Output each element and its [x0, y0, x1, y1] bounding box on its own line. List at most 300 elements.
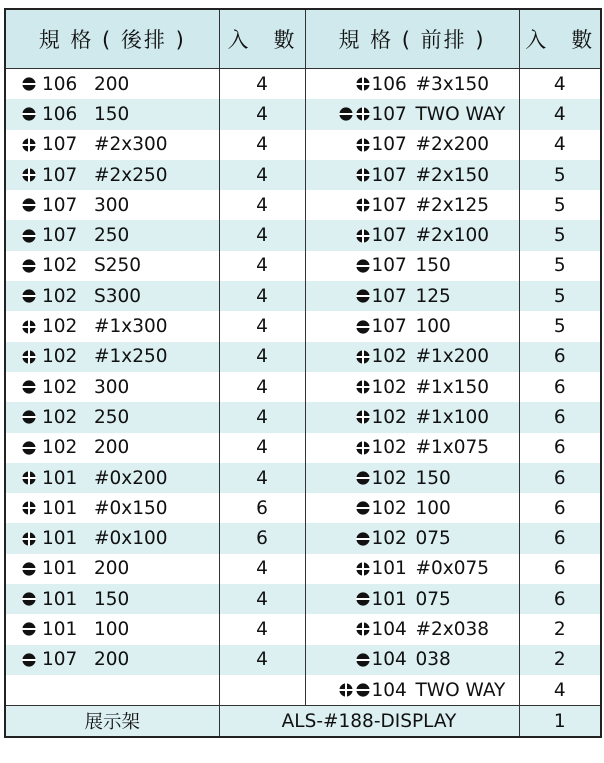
spec-content [6, 130, 219, 160]
tip-size: #1x150 [415, 376, 490, 398]
rear-qty-cell: 4 [219, 311, 305, 341]
front-spec-cell [305, 160, 519, 190]
phillips-head-icon [356, 562, 370, 576]
table-row [5, 99, 601, 129]
slotted-head-icon [22, 198, 36, 212]
model-code: 102 [371, 376, 407, 398]
front-spec-cell [305, 342, 519, 372]
phillips-head-icon [22, 350, 36, 364]
tip-size: 250 [94, 406, 130, 428]
model-code: 107 [371, 255, 407, 277]
tip-size: 150 [94, 588, 130, 610]
model-code: 102 [42, 346, 78, 368]
front-qty-cell: 6 [519, 433, 601, 463]
head-type-icons [310, 138, 370, 152]
tip-size: #2x200 [415, 134, 490, 156]
rear-spec-cell [5, 433, 219, 463]
model-code: 104 [371, 649, 407, 671]
model-code: 102 [371, 406, 407, 428]
tip-size: #2x250 [94, 164, 168, 186]
head-type-icons [10, 168, 36, 182]
front-spec-cell [305, 675, 519, 706]
spec-content [6, 402, 219, 432]
rear-spec-cell [5, 523, 219, 553]
model-code: 102 [42, 437, 78, 459]
rear-spec-cell [5, 463, 219, 493]
table-row [5, 311, 601, 341]
rear-qty-cell: 4 [219, 99, 305, 129]
tip-size: S250 [94, 255, 142, 277]
head-type-icons [10, 562, 36, 576]
header-front-qty: 入 數 [519, 9, 601, 69]
front-spec-cell [305, 554, 519, 584]
spec-content [306, 221, 519, 251]
tip-size: 075 [415, 528, 451, 550]
spec-content [6, 99, 219, 129]
slotted-head-icon [22, 289, 36, 303]
front-spec-cell [305, 372, 519, 402]
tip-size: #1x300 [94, 316, 168, 338]
table-row [5, 584, 601, 614]
spec-content [6, 221, 219, 251]
phillips-head-icon [22, 168, 36, 182]
spec-content [306, 463, 519, 493]
rear-qty-cell: 4 [219, 190, 305, 220]
slotted-head-icon [356, 592, 370, 606]
slotted-head-icon [356, 259, 370, 273]
spec-content [306, 281, 519, 311]
rear-qty-cell: 4 [219, 251, 305, 281]
rear-spec-cell [5, 675, 219, 706]
slotted-head-icon [356, 501, 370, 515]
rear-spec-cell [5, 220, 219, 250]
model-code: 107 [371, 134, 407, 156]
head-type-icons [10, 653, 36, 667]
tip-size: 100 [94, 618, 130, 640]
model-code: 101 [42, 497, 78, 519]
footer-row [5, 706, 601, 738]
rear-qty-cell: 4 [219, 281, 305, 311]
rear-qty-cell: 4 [219, 554, 305, 584]
tip-size: 300 [94, 376, 130, 398]
rear-spec-cell [5, 493, 219, 523]
slotted-head-icon [356, 532, 370, 546]
head-type-icons [310, 622, 370, 636]
spec-content [306, 342, 519, 372]
rear-qty-cell: 4 [219, 402, 305, 432]
head-type-icons [10, 441, 36, 455]
spec-content [6, 554, 219, 584]
head-type-icons [310, 229, 370, 243]
model-code: 107 [42, 649, 78, 671]
head-type-icons [10, 289, 36, 303]
spec-content [6, 342, 219, 372]
tip-size: 125 [415, 285, 451, 307]
table-row [5, 463, 601, 493]
phillips-head-icon [356, 77, 370, 91]
table-row [5, 342, 601, 372]
slotted-head-icon [22, 229, 36, 243]
footer-model: ALS-#188-DISPLAY [219, 706, 519, 738]
tip-size: 200 [94, 437, 130, 459]
model-code: 102 [371, 497, 407, 519]
spec-content [306, 312, 519, 342]
rear-spec-cell [5, 160, 219, 190]
tip-size: 150 [415, 467, 451, 489]
front-qty-cell: 6 [519, 372, 601, 402]
tip-size: 200 [94, 649, 130, 671]
rear-qty-cell: 4 [219, 614, 305, 644]
table-row [5, 614, 601, 644]
slotted-head-icon [22, 259, 36, 273]
head-type-icons [310, 289, 370, 303]
front-qty-cell: 2 [519, 645, 601, 675]
header-row [5, 9, 601, 69]
rear-qty-cell: 4 [219, 69, 305, 100]
table-row [5, 493, 601, 523]
model-code: 102 [42, 376, 78, 398]
slotted-head-icon [22, 77, 36, 91]
head-type-icons [10, 198, 36, 212]
rear-spec-cell [5, 614, 219, 644]
model-code: 107 [371, 164, 407, 186]
phillips-head-icon [356, 107, 370, 121]
tip-size: #0x200 [94, 467, 168, 489]
front-qty-cell: 5 [519, 220, 601, 250]
slotted-head-icon [356, 289, 370, 303]
tip-size: 250 [94, 225, 130, 247]
head-type-icons [310, 683, 370, 697]
table-row [5, 372, 601, 402]
front-qty-cell: 6 [519, 523, 601, 553]
spec-content [306, 372, 519, 402]
model-code: 101 [42, 618, 78, 640]
front-spec-cell [305, 433, 519, 463]
slotted-head-icon [356, 653, 370, 667]
spec-content [6, 312, 219, 342]
phillips-head-icon [22, 320, 36, 334]
head-type-icons [310, 471, 370, 485]
tip-size: 100 [415, 497, 451, 519]
spec-content [306, 584, 519, 614]
head-type-icons [310, 350, 370, 364]
front-spec-cell [305, 69, 519, 100]
tip-size: 100 [415, 316, 451, 338]
front-spec-cell [305, 311, 519, 341]
rear-qty-cell: 4 [219, 372, 305, 402]
footer-qty: 1 [519, 706, 601, 738]
phillips-head-icon [356, 229, 370, 243]
front-qty-cell: 5 [519, 281, 601, 311]
rear-spec-cell [5, 554, 219, 584]
front-qty-cell: 5 [519, 251, 601, 281]
front-qty-cell: 5 [519, 311, 601, 341]
phillips-head-icon [356, 198, 370, 212]
model-code: 107 [371, 225, 407, 247]
rear-spec-cell [5, 190, 219, 220]
phillips-head-icon [356, 441, 370, 455]
table-row [5, 130, 601, 160]
head-type-icons [310, 259, 370, 273]
slotted-head-icon [22, 107, 36, 121]
tip-size: #1x075 [415, 437, 490, 459]
rear-qty-cell: 4 [219, 220, 305, 250]
tip-size: #2x100 [415, 225, 490, 247]
front-qty-cell: 6 [519, 463, 601, 493]
spec-content [306, 554, 519, 584]
screwdriver-spec-table [4, 8, 602, 738]
head-type-icons [310, 441, 370, 455]
slotted-head-icon [356, 471, 370, 485]
phillips-head-icon [22, 532, 36, 546]
model-code: 102 [42, 255, 78, 277]
head-type-icons [10, 410, 36, 424]
tip-size: 150 [415, 255, 451, 277]
rear-qty-cell: 4 [219, 463, 305, 493]
slotted-head-icon [356, 320, 370, 334]
model-code: 107 [42, 134, 78, 156]
front-spec-cell [305, 251, 519, 281]
table-row [5, 251, 601, 281]
rear-qty-cell: 4 [219, 342, 305, 372]
table-row [5, 220, 601, 250]
rear-spec-cell [5, 130, 219, 160]
slotted-head-icon [22, 380, 36, 394]
header-rear-spec: 規 格 ( 後排 ) [5, 9, 219, 69]
rear-spec-cell [5, 251, 219, 281]
head-type-icons [10, 532, 36, 546]
front-qty-cell: 6 [519, 584, 601, 614]
model-code: 104 [371, 679, 407, 701]
phillips-head-icon [339, 683, 353, 697]
tip-size: TWO WAY [415, 103, 506, 125]
rear-spec-cell [5, 645, 219, 675]
spec-content [6, 463, 219, 493]
head-type-icons [10, 77, 36, 91]
head-type-icons [310, 592, 370, 606]
tip-size: #2x300 [94, 134, 168, 156]
phillips-head-icon [356, 138, 370, 152]
head-type-icons [310, 532, 370, 546]
rear-qty-cell: 4 [219, 130, 305, 160]
spec-content [6, 281, 219, 311]
front-qty-cell: 4 [519, 99, 601, 129]
tip-size: #3x150 [415, 73, 490, 95]
slotted-head-icon [22, 441, 36, 455]
table-row [5, 402, 601, 432]
head-type-icons [10, 320, 36, 334]
spec-content [306, 402, 519, 432]
model-code: 101 [42, 558, 78, 580]
spec-content [6, 584, 219, 614]
rear-spec-cell [5, 372, 219, 402]
model-code: 101 [42, 528, 78, 550]
model-code: 102 [371, 437, 407, 459]
table-row [5, 523, 601, 553]
header-rear-qty: 入 數 [219, 9, 305, 69]
spec-content [306, 160, 519, 190]
head-type-icons [10, 622, 36, 636]
spec-content [6, 69, 219, 99]
spec-content [306, 99, 519, 129]
head-type-icons [10, 259, 36, 273]
table-row [5, 433, 601, 463]
phillips-head-icon [22, 501, 36, 515]
table-row [5, 190, 601, 220]
phillips-head-icon [356, 622, 370, 636]
rear-qty-cell: 6 [219, 493, 305, 523]
footer-label: 展示架 [5, 706, 219, 738]
front-qty-cell: 6 [519, 554, 601, 584]
spec-content [6, 614, 219, 644]
tip-size: #0x150 [94, 497, 168, 519]
slotted-head-icon [22, 622, 36, 636]
table-row [5, 69, 601, 100]
front-qty-cell: 4 [519, 69, 601, 100]
head-type-icons [10, 138, 36, 152]
rear-qty-cell [219, 675, 305, 706]
front-qty-cell: 4 [519, 130, 601, 160]
tip-size: 038 [415, 649, 451, 671]
model-code: 107 [371, 285, 407, 307]
phillips-head-icon [356, 380, 370, 394]
front-spec-cell [305, 402, 519, 432]
spec-sheet [4, 8, 600, 738]
front-spec-cell [305, 281, 519, 311]
slotted-head-icon [356, 683, 370, 697]
model-code: 106 [42, 103, 78, 125]
head-type-icons [310, 320, 370, 334]
table-row [5, 645, 601, 675]
head-type-icons [310, 501, 370, 515]
tip-size: #2x038 [415, 618, 490, 640]
head-type-icons [310, 380, 370, 394]
rear-spec-cell [5, 69, 219, 100]
model-code: 107 [42, 164, 78, 186]
rear-qty-cell: 4 [219, 433, 305, 463]
front-qty-cell: 6 [519, 402, 601, 432]
head-type-icons [10, 501, 36, 515]
tip-size: 150 [94, 103, 130, 125]
phillips-head-icon [356, 410, 370, 424]
tip-size: #2x125 [415, 194, 490, 216]
spec-content [6, 160, 219, 190]
head-type-icons [310, 198, 370, 212]
head-type-icons [310, 107, 370, 121]
model-code: 102 [371, 346, 407, 368]
model-code: 107 [42, 225, 78, 247]
spec-content [306, 190, 519, 220]
tip-size: TWO WAY [415, 679, 506, 701]
model-code: 102 [42, 285, 78, 307]
model-code: 102 [371, 528, 407, 550]
front-spec-cell [305, 493, 519, 523]
front-spec-cell [305, 130, 519, 160]
rear-spec-cell [5, 584, 219, 614]
rear-qty-cell: 4 [219, 584, 305, 614]
front-qty-cell: 6 [519, 342, 601, 372]
spec-content [6, 372, 219, 402]
rear-spec-cell [5, 402, 219, 432]
spec-content [306, 614, 519, 644]
slotted-head-icon [22, 592, 36, 606]
head-type-icons [310, 410, 370, 424]
spec-content [6, 493, 219, 523]
phillips-head-icon [356, 350, 370, 364]
front-spec-cell [305, 614, 519, 644]
phillips-head-icon [22, 138, 36, 152]
model-code: 106 [42, 73, 78, 95]
spec-content [306, 675, 519, 705]
slotted-head-icon [22, 410, 36, 424]
spec-content [6, 251, 219, 281]
tip-size: 200 [94, 558, 130, 580]
model-code: 101 [371, 588, 407, 610]
model-code: 102 [371, 467, 407, 489]
head-type-icons [10, 380, 36, 394]
front-spec-cell [305, 220, 519, 250]
head-type-icons [10, 471, 36, 485]
head-type-icons [310, 168, 370, 182]
head-type-icons [310, 77, 370, 91]
rear-qty-cell: 6 [219, 523, 305, 553]
table-row [5, 554, 601, 584]
tip-size: S300 [94, 285, 142, 307]
table-body [5, 69, 601, 706]
head-type-icons [10, 107, 36, 121]
rear-qty-cell: 4 [219, 645, 305, 675]
head-type-icons [310, 562, 370, 576]
spec-content [6, 675, 219, 705]
model-code: 107 [42, 194, 78, 216]
front-qty-cell: 6 [519, 493, 601, 523]
model-code: 102 [42, 406, 78, 428]
table-row [5, 281, 601, 311]
tip-size: #1x200 [415, 346, 490, 368]
spec-content [6, 645, 219, 675]
spec-content [6, 524, 219, 554]
head-type-icons [10, 350, 36, 364]
model-code: 107 [371, 103, 407, 125]
spec-content [306, 251, 519, 281]
model-code: 102 [42, 316, 78, 338]
head-type-icons [10, 229, 36, 243]
phillips-head-icon [22, 471, 36, 485]
front-spec-cell [305, 190, 519, 220]
spec-content [306, 645, 519, 675]
front-qty-cell: 5 [519, 160, 601, 190]
head-type-icons [10, 592, 36, 606]
model-code: 101 [42, 467, 78, 489]
spec-content [6, 433, 219, 463]
head-type-icons [310, 653, 370, 667]
header-front-spec: 規 格 ( 前排 ) [305, 9, 519, 69]
phillips-head-icon [356, 168, 370, 182]
rear-spec-cell [5, 99, 219, 129]
front-spec-cell [305, 99, 519, 129]
tip-size: #1x100 [415, 406, 490, 428]
tip-size: 300 [94, 194, 130, 216]
model-code: 104 [371, 618, 407, 640]
front-qty-cell: 5 [519, 190, 601, 220]
rear-qty-cell: 4 [219, 160, 305, 190]
spec-content [306, 69, 519, 99]
tip-size: 075 [415, 588, 451, 610]
tip-size: #1x250 [94, 346, 168, 368]
rear-spec-cell [5, 342, 219, 372]
model-code: 107 [371, 316, 407, 338]
slotted-head-icon [339, 107, 353, 121]
